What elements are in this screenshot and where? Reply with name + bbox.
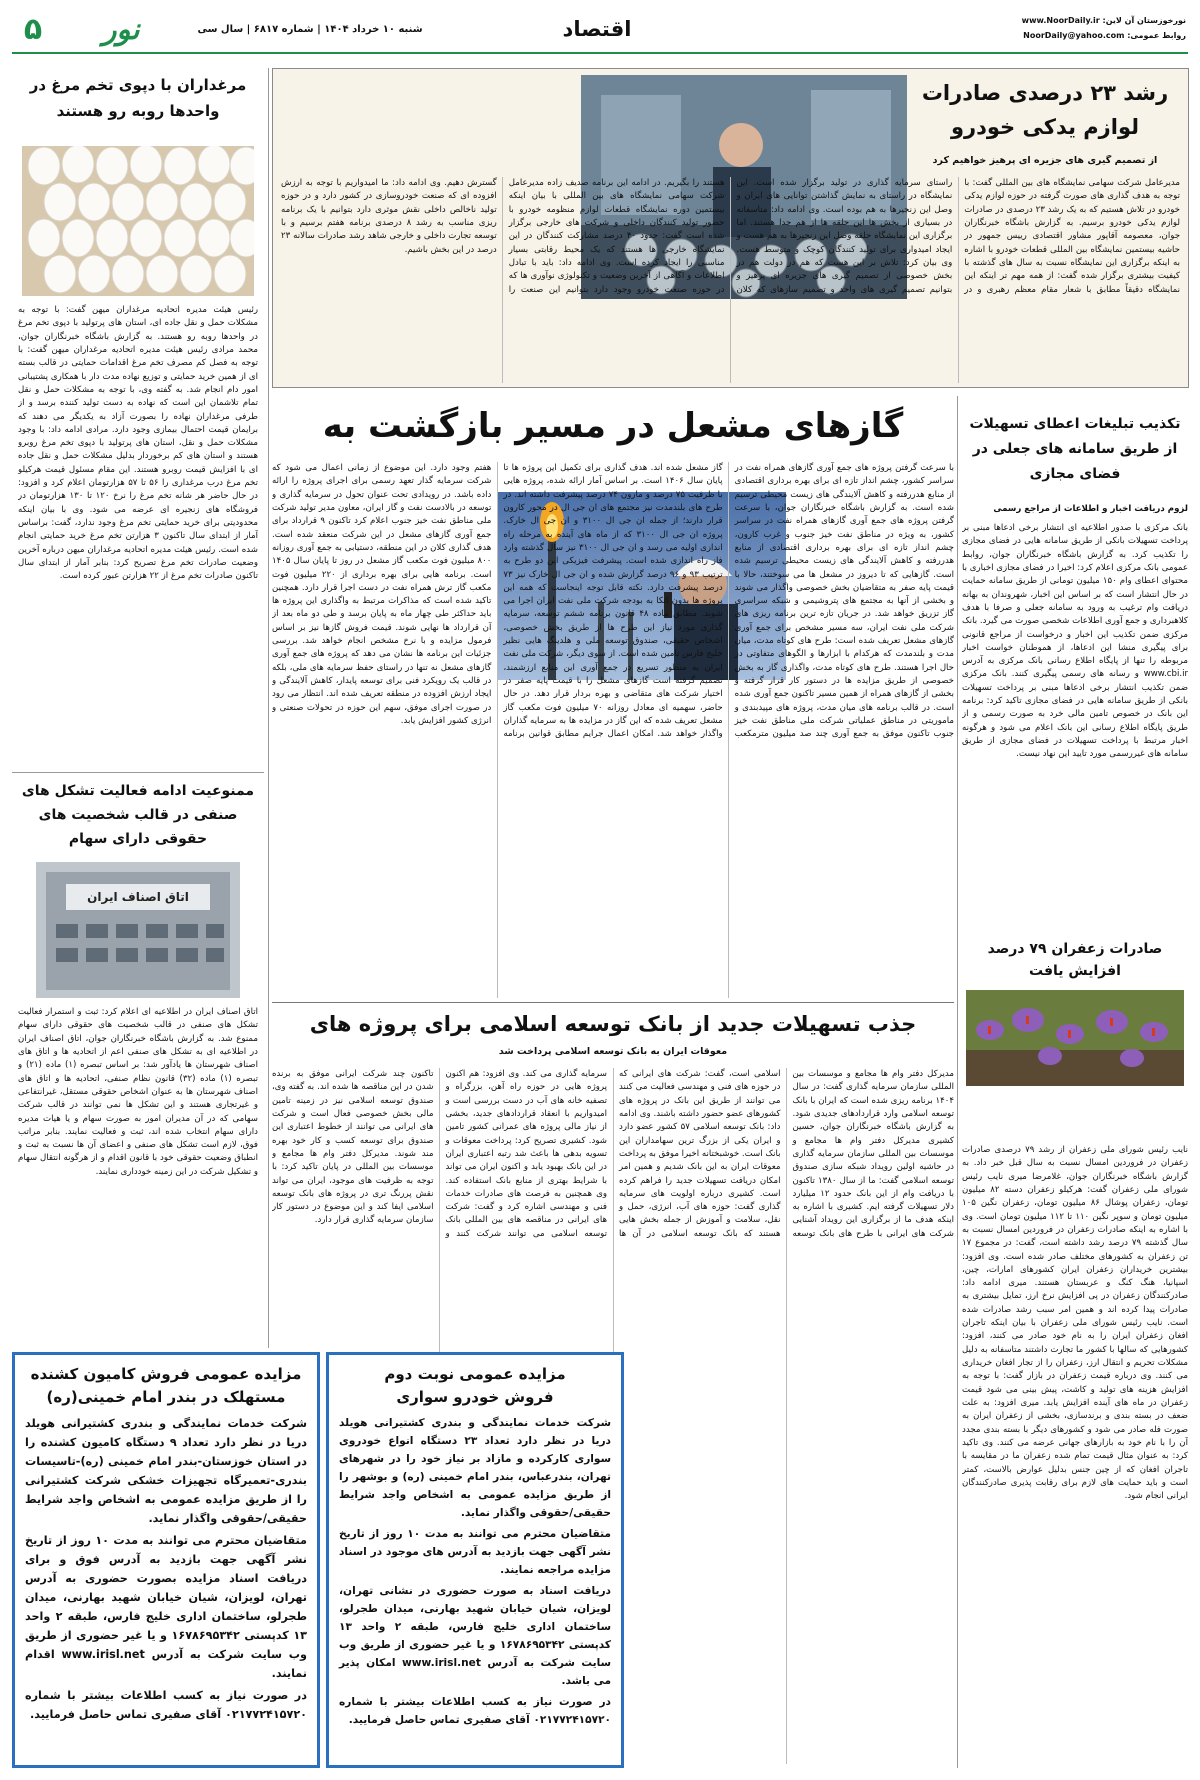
auto-parts-subtitle: از تصمیم گیری های جزیره ای پرهیز خواهیم کرد <box>932 155 1158 166</box>
car-ad-para-2: متقاضیان محترم می توانند به مدت ۱۰ روز از تاریخ نشر آگهی جهت بازدید به آدرس های موجود در اسناد مزایده مراجعه نمایند. <box>339 1528 611 1576</box>
isdb-title: جذب تسهیلات جدید از بانک توسعه اسلامی برای پروژه های <box>309 1012 917 1036</box>
truck-ad-para-2: متقاضیان محترم می توانند به مدت ۱۰ روز از تاریخ نشر آگهی جهت بازدید به آدرس فوق و برای دریافت اسناد مزایده بصورت حضوری به آدرس تهران، لویزان، شیان خیابان شهید بهارنی، میدان طجرلو، ساختمان اداری خلیج فارس، طبقه ۲ واحد ۱۳ کدپستی ۱۶۷۸۶۹۵۳۴۲ و یا غیر حضوری از طریق وب سایت شرکت به آدرس www.irisl.net اقدام نمایند. <box>25 1534 307 1681</box>
newspaper-logo: نور <box>102 12 140 46</box>
truck-ad-title-1: مزایده عمومی فروش کامیون کشنده <box>30 1365 302 1383</box>
guild-sign-text: اتاق اصناف ایران <box>87 890 189 904</box>
truck-ad-para-3: در صورت نیاز به کسب اطلاعات بیشتر با شماره ۰۲۱۷۷۲۴۱۵۷۲۰ آقای صفیری تماس حاصل فرمایید. <box>25 1689 307 1722</box>
saffron-photo <box>966 990 1184 1086</box>
isdb-subtitle: معوقات ایران به بانک توسعه اسلامی پرداخت شد <box>498 1046 728 1057</box>
divider-left-column <box>268 68 269 1348</box>
cbi-body: بانک مرکزی با صدور اطلاعیه ای انتشار برخی ادعاها مبنی بر پرداخت تسهیلات بانکی از طریق سامانه هایی در فضای مجازی را تکذیب کرد. به گزارش باشگاه خبرنگاران جوان، روابط عمومی بانک مرکزی اعلام کرد: اخیرا در فضای مجازی اخباری با محتوای اعطای وام ۱۵۰ میلیون تومانی از طریق سامانه حمایت در حال انتشار است که بر اساس این اخبار، شهروندان به بهانه دریافت وام ترغیب به ورود به سامانه جعلی و صرفا با هدف کلاهبرداری و جمع آوری اطلاعات شخصی صورت می گیرد. بانک مرکزی ضمن تکذیب این اخبار و درخواست از مراجع قانونی برای پیگیری منشا این ادعاها، از هموطنان خواست اخبار مربوطه را تنها از پایگاه اطلاع رسانی بانک مرکزی به آدرس www.cbi.ir و رسانه های رسمی پیگیری کنند. بانک مرکزی ضمن تکذیب انتشار برخی ادعاها مبنی بر پرداخت تسهیلات بانکی از طریق سامانه هایی در فضای مجازی تاکید کرد: برنامه این بانک در خصوص تامین مالی خرد به صورت رسمی و از طریق پایگاه اطلاع رسانی این بانک اعلام می شود و هرگونه اخبار مرتبط با پرداخت تسهیلات در فضای مجازی از طریق سامانه های غیررسمی مورد تایید این نهاد نیست. <box>962 523 1188 760</box>
car-ad-body <box>339 1414 611 1729</box>
pr-email[interactable]: روابط عمومی: NoorDaily@yahoo.com <box>1023 31 1186 40</box>
section-title: اقتصاد <box>562 17 632 41</box>
eggs-article <box>12 68 264 768</box>
divider-right-column <box>957 396 958 1768</box>
divider-flare-isdb <box>272 1002 954 1003</box>
eggs-title: مرغداران با دپوی تخم مرغ در واحدها روبه رو هستند <box>29 76 247 121</box>
car-ad-para-1: شرکت خدمات نمایندگی و بندری کشتیرانی هویلد دریا در نظر دارد تعداد ۲۳ دستگاه انواع خودروی سواری کارکرده و مازاد بر نیاز خود را در شهرهای تهران، بندرعباس، بندر امام خمینی (ره) و بوشهر را از طریق مزایده عمومی به اشخاص واجد شرایط حقیقی/حقوقی واگذار نماید. <box>339 1417 611 1519</box>
isdb-body: مدیرکل دفتر وام ها مجامع و موسسات بین المللی سازمان سرمایه گذاری گفت: در سال ۱۴۰۴ برنامه ریزی شده است که ایران با بانک توسعه اسلامی وارد قراردادهای جدیدی شود. به گزارش باشگاه خبرنگاران جوان، حسین کشیری مدیرکل دفتر وام ها مجامع و موسسات بین المللی سازمان سرمایه گذاری در حاشیه اولین رویداد شبکه سازی صندوق توسعه اسلامی گفت: ما از سال ۱۳۸۰ تاکنون با دریافت وام از این بانک حدود ۱۲ میلیارد دلار تسهیلات گرفته ایم. کشیری با اشاره به اینکه هدف ما از برگزاری این رویداد آشنایی شرکت های ایرانی با طرح های بانک توسعه اسلامی است، گفت: شرکت های ایرانی که در حوزه های فنی و مهندسی فعالیت می کنند می توانند از طریق این بانک در پروژه های کشورهای عضو حضور داشته باشند. وی ادامه داد: بانک توسعه اسلامی ۵۷ کشور عضو دارد و ایران یکی از بزرگ ترین سهامداران این بانک است. خوشبختانه اخیرا موفق به پرداخت معوقات ایران به این بانک شدیم و همین امر امکان دریافت تسهیلات جدید را فراهم کرده است. کشیری درباره اولویت های سرمایه گذاری گفت: حوزه های آب، انرژی، حمل و نقل، سلامت و آموزش از جمله بخش هایی هستند که بانک توسعه اسلامی در آن ها سرمایه گذاری می کند. وی افزود: هم اکنون پروژه هایی در حوزه راه آهن، بزرگراه و تصفیه خانه های آب در دست بررسی است و امیدواریم با انعقاد قراردادهای جدید، بخشی از نیاز مالی پروژه های عمرانی کشور تامین شود. کشیری تصریح کرد: پرداخت معوقات و تسویه بدهی ها باعث شد رتبه اعتباری ایران در این بانک بهبود یابد و اکنون ایران می تواند با شرایط بهتری از منابع بانک استفاده کند. وی همچنین به فرصت های صادرات خدمات فنی و مهندسی اشاره کرد و گفت: شرکت های ایرانی در مناقصه های بین المللی بانک توسعه اسلامی می توانند شرکت کنند و تاکنون چند شرکت ایرانی موفق به برنده شدن در این مناقصه ها شده اند. به گفته وی، صندوق توسعه اسلامی نیز در زمینه تامین مالی بخش خصوصی فعال است و شرکت های ایرانی می توانند از خطوط اعتباری این صندوق برای توسعه کسب و کار خود بهره مند شوند. مدیرکل دفتر وام ها مجامع و موسسات بین المللی در پایان تاکید کرد: با توجه به ظرفیت های موجود، ایران می تواند نقش پررنگ تری در پروژه های بانک توسعه اسلامی ایفا کند و این موضوع در دستور کار سازمان سرمایه گذاری قرار دارد. <box>272 1069 954 1239</box>
cbi-title: تکذیب تبلیغات اعطای تسهیلات از طریق سامانه های جعلی در فضای مجازی <box>969 416 1181 483</box>
auto-parts-body: مدیرعامل شرکت سهامی نمایشگاه های بین المللی گفت: با توجه به هدف گذاری های صورت گرفته در حوزه لوازم یدکی خودرو در تلاش هستیم که به یک رشد ۲۳ درصدی در صادرات لوازم یدکی خودرو برسیم. به گزارش باشگاه خبرنگاران جوان، معصومه آقاپور مشاور اقتصادی رییس جمهور در حاشیه بیستمین نمایشگاه بین المللی قطعات خودرو با اشاره به اینکه برگزاری این نمایشگاه نسبت به سال های گذشته با کیفیت بیشتری برگزار شده گفت: از همه مهم تر اینکه این نمایشگاه دقیقاً مطابق با شعار مقام معظم رهبری و در راستای سرمایه گذاری در تولید برگزار شده است. این نمایشگاه در راستای به نمایش گذاشتن توانایی های ایران و وصل این زنجیرها به هم بوده است. وی ادامه داد: متاسفانه در بسیاری از بخش ها این حلقه ها از هم جدا هستند. اما برگزاری این نمایشگاه حلقه وصل این زنجیرها به هم هست و ایجاد امیدواری برای تولید کنندگان کوچک و متوسط هست. وی بیان کرد: تلاش بر این هست که هم در دولت هم در بخش خصوصی از تصمیم گیری های جزیره ای پرهیز و بتوانیم تصمیم گیری های واحد و تصمیم سازهای که کلان هستند را بگیریم. در ادامه این برنامه صدیف زاده مدیرعامل شرکت سهامی نمایشگاه های بین المللی با بیان اینکه بیستمین دوره نمایشگاه قطعات لوازم منظومه خودرو با حضور تولید کنندگان داخلی و شرکت های خارجی برگزار شده است گفت: حدود ۴۰ درصد مشارکت کنندگان در این نمایشگاه خارجی ها هستند که یک محیط رقابتی بسیار مناسبی را ایجاد کرده است. وی ادامه داد: باید با تبادل اطلاعات و آگاهی از آخرین وضعیت و تکنولوژی نوآوری ها که در حوزه صنعت خودرو وجود دارد بتوانیم این صنعت را گسترش دهیم. وی ادامه داد: ما امیدواریم با توجه به ارزش افزوده ای که صنعت خودروسازی در کشور دارد و در حوزه تولید ناخالص داخلی نقش موثری دارد بتوانیم با یک برنامه ریزی مناسب به رشد ۸ درصدی برنامه هفتم برسیم و با توسعه تجارت داخلی و خارجی شاهد رشد صادرات سالانه ۲۳ درصد در این بخش باشیم. <box>281 178 1180 295</box>
saffron-article <box>962 936 1188 1768</box>
auto-parts-title: رشد ۲۳ درصدی صادرات لوازم یدکی خودرو <box>921 81 1169 139</box>
guild-photo <box>36 862 240 998</box>
flare-title: گازهای مشعل در مسیر بازگشت به <box>322 406 904 446</box>
truck-auction-ad <box>12 1352 320 1768</box>
car-ad-para-4: در صورت نیاز به کسب اطلاعات بیشتر با شماره ۰۲۱۷۷۲۴۱۵۷۲۰ آقای صفیری تماس حاصل فرمایید. <box>339 1696 611 1726</box>
truck-ad-body <box>25 1414 307 1725</box>
saffron-title: صادرات زعفران ۷۹ درصد افزایش یافت <box>987 941 1163 980</box>
cbi-article <box>962 412 1188 932</box>
car-auction-ad <box>326 1352 624 1768</box>
page-number: ۵ <box>23 12 43 47</box>
car-ad-title-2: فروش خودرو سواری <box>396 1387 554 1406</box>
guild-article <box>12 778 264 1358</box>
truck-ad-title-2: مستهلک در بندر امام خمینی(ره) <box>46 1387 286 1406</box>
column-divider <box>12 772 264 773</box>
guild-body: اتاق اصناف ایران در اطلاعیه ای اعلام کرد: ثبت و استمرار فعالیت تشکل های صنفی در قالب شخصیت های حقوقی دارای سهام ممنوع شد. به گزارش باشگاه خبرنگاران جوان، اتاق اصناف ایران در اطلاعیه ای به تشکل های صنفی اعم از اتحادیه ها و اتاق های اصناف شهرستان ها یادآور شد: بر اساس تبصره (۱) ماده (۲۱) و تبصره (۱) ماده (۳۲) قانون نظام صنفی، اتحادیه ها و اتاق های اصناف شهرستان ها به عنوان اشخاص حقوقی مستقل، غیرانتفاعی و غیرتجاری هستند و این تشکل ها نمی توانند در قالب شرکت سهامی که در آن مدیران امور به صورت سهام و یا هیات مدیره دارای سهام انتخاب شده اند، ثبت و فعالیت نمایند. بنابر مراتب فوق، لازم است تشکل های صنفی و اعضای آن ها نسبت به ثبت و انطباق وضعیت حقوقی خود با قانون اقدام و از هرگونه انتقال سهام و تشکیل شرکت در این زمینه خودداری نمایند. <box>18 1007 258 1177</box>
cbi-subtitle: لزوم دریافت اخبار و اطلاعات از مراجع رسمی <box>993 504 1188 514</box>
truck-ad-para-1: شرکت خدمات نمایندگی و بندری کشتیرانی هویلد دریا در نظر دارد تعداد ۹ دستگاه کامیون کشنده را در استان خوزستان-بندر امام خمینی (ره)-تاسیسات بندری-تعمیرگاه تجهیزات خشکی شرکت کشتیرانی را از طریق مزایده عمومی به اشخاص واجد شرایط حقیقی/حقوقی واگذار نماید. <box>25 1417 307 1526</box>
saffron-body: نایب رئیس شورای ملی زعفران از رشد ۷۹ درصدی صادرات زعفران در فروردین امسال نسبت به سال قبل خبر داد. به گزارش باشگاه خبرنگاران جوان، غلامرضا میری نایب رئیس شورای ملی زعفران گفت: هرکیلو زعفران دسته ۸۲ میلیون تومان، زعفران پوشال ۸۶ میلیون تومان، زعفران نگین ۱۰۵ میلیون تومان و سوپر نگین ۱۱۰ تا ۱۱۲ میلیون تومان است. وی با اشاره به اینکه صادرات زعفران در فروردین امسال نسبت به سال گذشته ۷۹ درصد رشد داشته است، گفت: در مجموع ۱۷ تن زعفران به کشورهای مختلف صادر شده است. وی افزود: بیشترین خریداران زعفران ایران کشورهای امارات، چین، اسپانیا، هنگ کنگ و عربستان هستند. میری ادامه داد: صادرکنندگان زعفران در پی افزایش نرخ ارز، تمایل بیشتری به صادرات پیدا کرده اند و همین امر سبب رشد صادرات شده است. نایب رئیس شورای ملی زعفران با بیان اینکه تاجران افغان زعفران ایران را به نام خود صادر می کنند، افزود: کشورهایی که سالها با کشور ما تجارت داشتند متاسفانه به دلیل مشکلات تحریم و انتقال ارز، زعفران را از تجار افغان خریداری می کنند. وی درباره قیمت زعفران در بازار گفت: با توجه به افزایش هزینه های تولید و کاشت، پیش بینی می شود قیمت زعفران در ماه های آینده افزایش یابد. میری افزود: به علت ضعف در بسته بندی و برندسازی، بخشی از زعفران ایران به صورت فله صادر می شود و کشورهای دیگر با بسته بندی مجدد آن را با نام خود به بازارهای جهانی عرضه می کنند. وی تاکید کرد: به عنوان مثال قیمت تمام شده زعفران ما در مقایسه با تاجران افغان که از چین جنس بدلیل عوارض بالاست، کمتر است و باید حمایت های لازم برای رقابت پذیری صادرکنندگان ایرانی انجام شود. <box>962 1145 1188 1502</box>
car-ad-para-3: دریافت اسناد به صورت حضوری در نشانی تهران، لویزان، شیان خیابان شهید بهارنی، میدان طجرلو، ساختمان اداری خلیج فارس، طبقه ۲ واحد ۱۳ کدپستی ۱۶۷۸۶۹۵۳۴۲ و یا غیر حضوری از طریق وب سایت شرکت به آدرس www.irisl.net امکان پذیر می باشد. <box>339 1585 611 1687</box>
page-header <box>12 8 1188 54</box>
flare-article <box>272 396 954 1002</box>
eggs-body: رئیس هیئت مدیره اتحادیه مرغداران میهن گفت: با توجه به مشکلات حمل و نقل جاده ای، استان های پرتولید با دپوی تخم مرغ در واحدها روبه رو هستند. به گزارش باشگاه خبرنگاران جوان، محمد مرادی رئیس هیئت مدیره اتحادیه مرغداران میهن گفت: با توجه به فصل کم مصرف تخم مرغ اقدامات حمایتی در قالب بسته ای از همین خرید حمایتی و توزیع نهاده مدت دار با همکاری پشتیبانی امور دام انجام شد. به گفته وی، با توجه به مشکلات حمل و نقل تمام تلاشمان این است که نهاده به دست تولید کننده برسد و از طرفی مرغداران نهاده را بصورت آزاد به یکدیگر می دهند که برایمان قیمت احتمال بیمازی وجود دارد. مرادی ادامه داد: با وجود مشکلات حمل و نقل، استان های پرتولید با دپوی تخم مرغ روبرو هستند و استان های کم برخوردار بدلیل مشکلات حمل و نقل جاده ای با افزایش قیمت روبرو هستند. این مقام مسئول قیمت هرکیلو تخم مرغ درب مرغداری را ۵۶ تا ۵۷ هزارتومان اعلام کرد و افزود: در حال حاضر هر شانه تخم مرغ را نرخ ۱۲۰ تا ۱۳۰ هزارتومان در فروشگاه های زنجیره ای عرضه می شود. وی با بیان اینکه محدودیتی برای خرید حمایتی تخم مرغ وجود ندارد، گفت: براساس آمار از ابتدای سال تاکنون ۳ هزارتن تخم مرغ خرید حمایتی انجام شده است. رئیس هیئت مدیره اتحادیه مرغداران میهن درباره آخرین وضعیت صادرات تخم مرغ تصریح کرد: بنابر آمار از ابتدای سال تاکنون صادرات تخم مرغ از ۲۲ هزارتن عبور کرده است. <box>18 305 258 582</box>
eggs-photo <box>22 146 254 296</box>
issue-date-line: شنبه ۱۰ خرداد ۱۴۰۴ | شماره ۶۸۱۷ | سال سی <box>197 24 423 35</box>
site-address[interactable]: نورخوزستان آن لاین: www.NoorDaily.ir <box>1021 16 1186 25</box>
car-ad-title-1: مزایده عمومی نوبت دوم <box>384 1365 566 1383</box>
guild-title: ممنوعیت ادامه فعالیت تشکل های صنفی در قالب شخصیت های حقوقی دارای سهام <box>21 783 255 847</box>
flare-body: با سرعت گرفتن پروژه های جمع آوری گازهای همراه نفت در سراسر کشور، چشم انداز تازه ای برای بهره برداری اقتصادی از منابع هدررفته و کاهش آلایندگی های زیست محیطی ترسیم شده است. به گزارش باشگاه خبرنگاران جوان، با سرعت گرفتن پروژه های جمع آوری گازهای همراه نفت در سراسر کشور، به ویژه در مناطق نفت خیز جنوب و غرب کارون، چشم انداز تازه ای برای بهره برداری اقتصادی از منابع هدررفته و کاهش آلایندگی های زیست محیطی ترسیم شده است. گازهایی که تا دیروز در مشعل ها می سوختند، حالا با قیمت پایه صفر به متقاضیان بخش خصوصی واگذار می شوند و بخشی از آنها به مجتمع های پتروشیمی و شبکه سراسری گاز تزریق خواهد شد. در جریان تازه ترین برنامه ریزی های شرکت ملی نفت ایران، سه مسیر مشخص برای جمع آوری گازهای مشعل تعریف شده است: طرح های کوتاه مدت، میان مدت و بلندمدت که هرکدام با ابزارها و الگوهای متفاوتی در حال اجرا هستند. طرح های کوتاه مدت، واگذاری گاز به بخش خصوصی از طریق مزایده ها در دستور کار قرار گرفته و بخشی از گازهای همراه از همین مسیر تاکنون جمع آوری شده است. در قالب برنامه های میان مدت، پروژه های مپیدبندی و ماموریتی در مناطق عملیاتی شرکت ملی مناطق نفت خیز جنوب تاکنون موفق به جمع آوری چند صد میلیون مترمکعب گاز مشعل شده اند. هدف گذاری برای تکمیل این پروژه ها تا پایان سال ۱۴۰۶ است. بر اساس آمار ارائه شده، پروژه هایی با ظرفیت ۷۵ درصد و مارون ۷۴ درصد پیشرفت داشته اند. در طرح های بلندمدت نیز مجتمع های ان جی ال در محور کارون قرار دارند؛ از جمله ان جی ال ۳۱۰۰ و ان جی ال خارک. پروژه ان جی ال ۳۱۰۰ که از ماه های آینده به مرحله راه اندازی اولیه می رسد و ان جی ال ۳۱۰۰ نیز سال گذشته وارد فاز راه اندازی شده است. پیشرفت فیزیکی این دو طرح به ترتیب ۹۳ و ۹۶ درصد گزارش شده و ان جی ال خارک نیز ۷۳ درصد پیشرفت دارد. نکته قابل توجه اینجاست که همه این پروژه ها بدون اتکا به بودجه شرکت ملی نفت ایران اجرا می شوند. مطابق ماده ۴۸ قانون برنامه ششم توسعه، سرمایه گذاری مورد نیاز این طرح ها از طریق بخش خصوصی، اشخاص حقیقی، صندوق توسعه ملی و هلدینگ هایی نظیر خلیج فارس تامین شده است. از سوی دیگر، شرکت ملی نفت ایران به منظور تسریع در جمع آوری این منابع ارزشمند، تصمیم گرفته است گازهای مشعل را با قیمت پایه صفر در اختیار شرکت های متقاضی و بهره بردار قرار دهد. در حال حاضر، سهمیه ای معادل روزانه ۷۰ میلیون فوت مکعب گاز مشعل تعریف شده که این گاز در مزایده ها به سرمایه گذاران واگذار خواهد شد. امکان اعمال جرایم مطابق قوانین برنامه هفتم وجود دارد. این موضوع از زمانی اعمال می شود که شرکت سرمایه گذار تعهد رسمی برای اجرای پروژه را ارائه داده باشد. در رویدادی تحت عنوان تحول در سرمایه گذاری و توسعه در بالادست نفت و گاز ایران، معاون مدیر تولید شرکت ملی مناطق نفت خیز جنوب اعلام کرد تاکنون ۹ قرارداد برای جمع آوری گازهای مشعل در این شرکت منعقد شده است. هدف گذاری کلان در این منطقه، دستیابی به جمع آوری روزانه ۸۰۰ میلیون فوت مکعب گاز مشعل در روز تا پایان سال ۱۴۰۵ است. برنامه هایی برای بهره برداری از ۲۲۰ میلیون فوت مکعب گاز ترش همراه نفت در دست اجرا قرار دارد. همچنین تاکید شده است که مذاکرات مرتبط به واگذاری این پروژه ها باید حداکثر طی چهار ماه به پایان برسد و طی دو ماه بعد از آن قرارداد ها نهایی شوند. قیمت فروش گازها نیز بر اساس فرمول مزایده و با نرخ مشخص انجام خواهد شد. بررسی جزئیات این برنامه ها نشان می دهد که پروژه های جمع آوری گازهای مشعل نه تنها در راستای حفظ سرمایه های ملی، بلکه در قالب یک رویکرد فنی برای توسعه پایدار، کاهش آلایندگی و ایجاد ارزش افزوده در منطقه تعریف شده اند. انتظار می رود در صورت اجرای موفق، سهم این حوزه در تحولات صنعتی و انرژی کشور افزایش یابد. <box>272 463 954 740</box>
auto-parts-article <box>272 68 1189 388</box>
